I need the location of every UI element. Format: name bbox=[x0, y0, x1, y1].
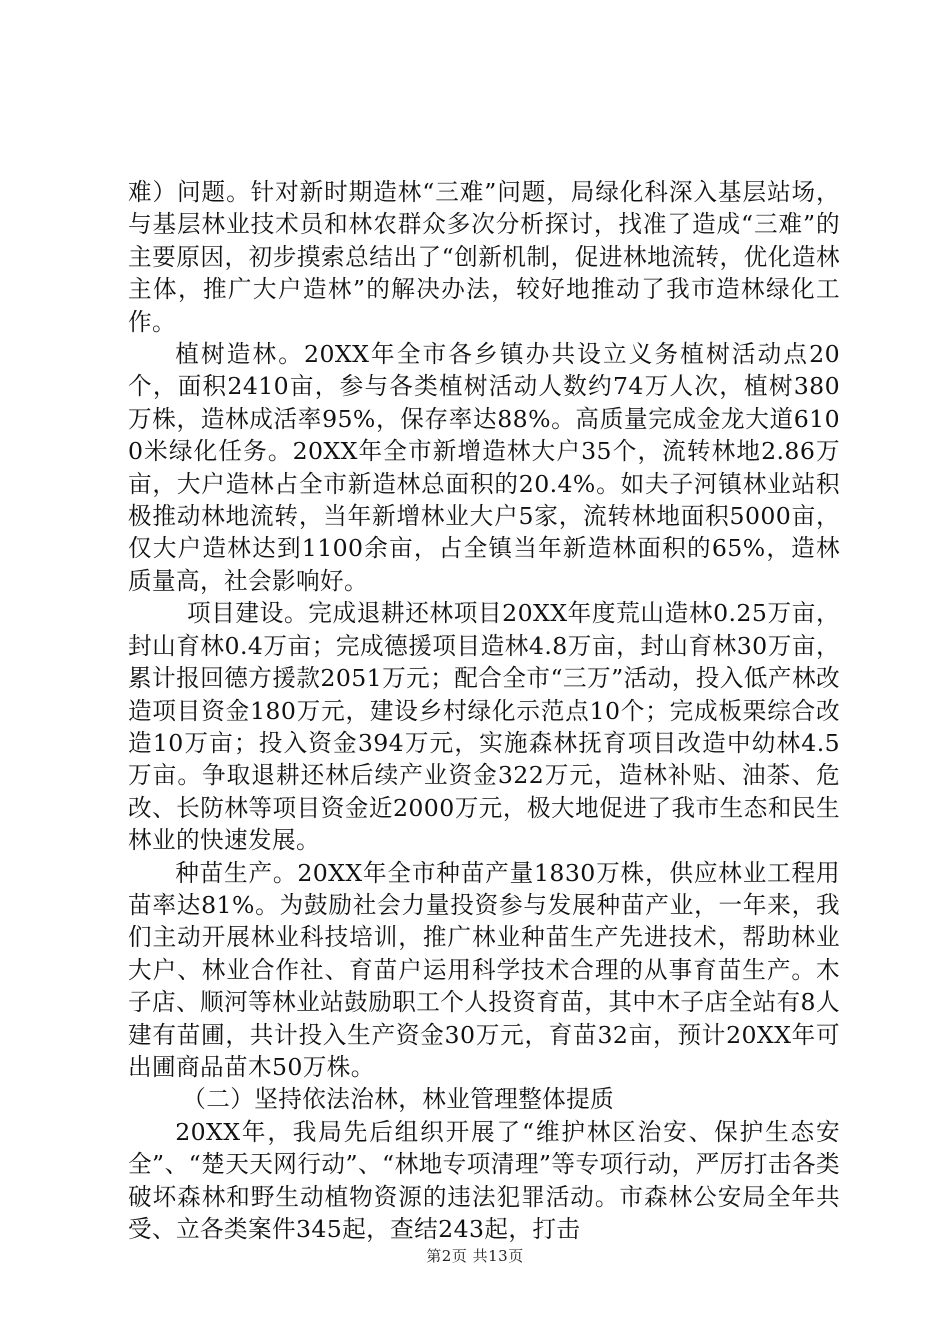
paragraph-continuation: 难）问题。针对新时期造林“三难”问题，局绿化科深入基层站场，与基层林业技术员和林农群众多次分析探讨，找准了造成“三难”的主要原因，初步摸索总结出了“创新机制，促进林地流转，优化造林主体，推广大户造林”的解决办法，较好地推动了我市造林绿化工作。 bbox=[128, 178, 840, 336]
page-number-footer: 第2页 共13页 bbox=[426, 1247, 524, 1265]
paragraph-project-construction: 项目建设。完成退耕还林项目20XX年度荒山造林0.25万亩，封山育林0.4万亩；完成德援项目造林4.8万亩，封山育林30万亩，累计报回德方援款2051万元；配合全市“三万”活动，投入低产林改造项目资金180万元，建设乡村绿化示范点10个；完成板栗综合改造10万亩；投入资金394万元，实施森林抚育项目改造中幼林4.5万亩。争取退耕还林后续产业资金322万元，造林补贴、油茶、危改、长防林等项目资金近2000万元，极大地促进了我市生态和民生林业的快速发展。 bbox=[128, 599, 840, 855]
section-heading-law-governance: （二）坚持依法治林，林业管理整体提质 bbox=[182, 1085, 615, 1114]
document-body bbox=[128, 176, 840, 1245]
paragraph-afforestation: 植树造林。20XX年全市各乡镇办共设立义务植树活动点20个，面积2410亩，参与各类植树活动人数约74万人次，植树380万株，造林成活率95%，保存率达88%。高质量完成金龙大道6100米绿化任务。20XX年全市新增造林大户35个，流转林地2.86万亩，大户造林占全市新造林总面积的20.4%。如夫子河镇林业站积极推动林地流转，当年新增林业大户5家，流转林地面积5000亩，仅大户造林达到1100余亩，占全镇当年新造林面积的65%，造林质量高，社会影响好。 bbox=[128, 340, 840, 595]
paragraph-seedling-production: 种苗生产。20XX年全市种苗产量1830万株，供应林业工程用苗率达81%。为鼓励社会力量投资参与发展种苗产业，一年来，我们主动开展林业科技培训，推广林业种苗生产先进技术，帮助林业大户、林业合作社、育苗户运用科学技术合理的从事育苗生产。木子店、顺河等林业站鼓励职工个人投资育苗，其中木子店全站有8人建有苗圃，共计投入生产资金30万元，育苗32亩，预计20XX年可出圃商品苗木50万株。 bbox=[128, 858, 840, 1081]
paragraph-law-enforcement: 20XX年，我局先后组织开展了“维护林区治安、保护生态安全”、“楚天天网行动”、“林地专项清理”等专项行动，严厉打击各类破坏森林和野生动植物资源的违法犯罪活动。市森林公安局全年共受、立各类案件345起，查结243起，打击 bbox=[128, 1117, 840, 1243]
